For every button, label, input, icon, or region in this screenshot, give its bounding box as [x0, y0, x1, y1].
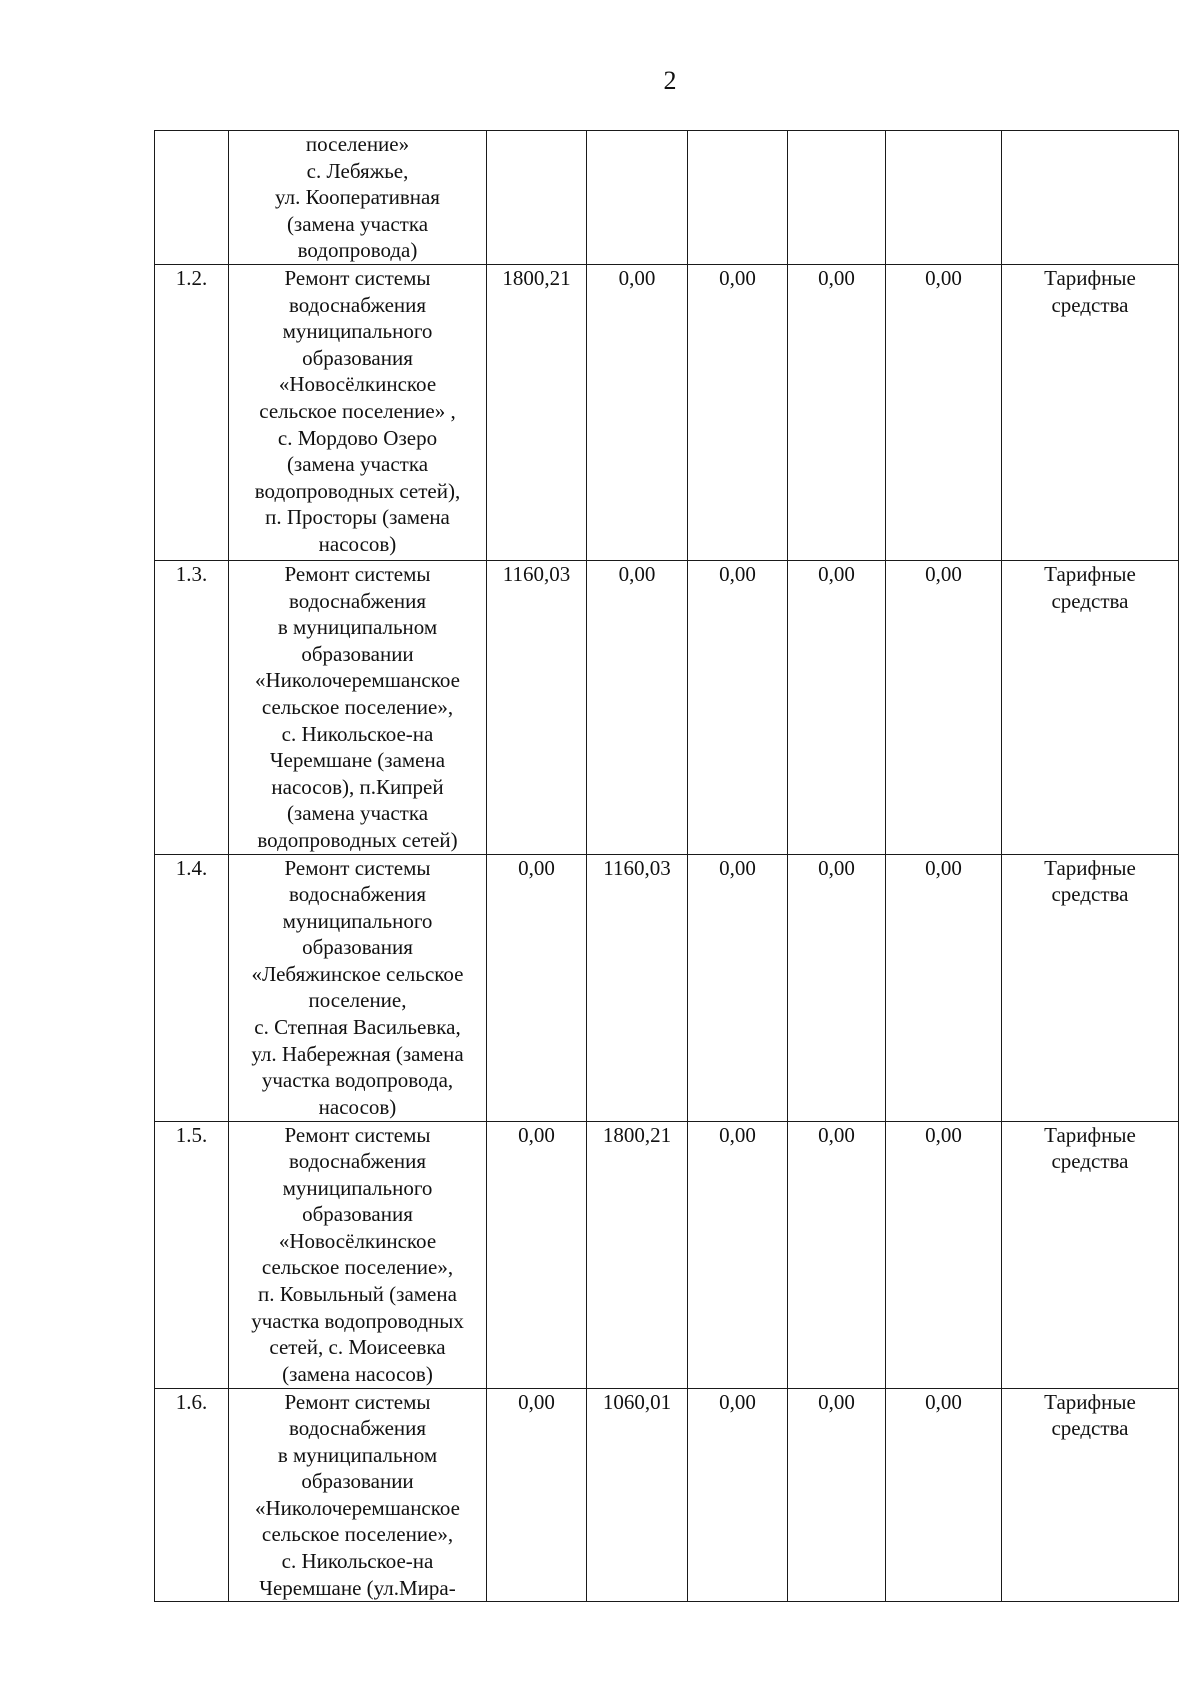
row-number: 1.4. — [155, 854, 229, 1121]
row-description: Ремонт системы водоснабжения муниципального образования «Лебяжинское сельское поселение, с. Степная Васильевка, ул. Набережная (замена участка водопровода, насосов) — [229, 854, 487, 1121]
row-value-1: 0,00 — [487, 1121, 587, 1388]
row-value-1: 0,00 — [487, 1388, 587, 1602]
row-value-2: 1160,03 — [587, 854, 688, 1121]
row-value-4: 0,00 — [788, 1121, 886, 1388]
table-row — [155, 264, 1179, 560]
row-value-4: 0,00 — [788, 854, 886, 1121]
row-number: 1.6. — [155, 1388, 229, 1602]
row-value-5: 0,00 — [886, 854, 1002, 1121]
page-number: 2 — [663, 66, 677, 95]
row-value-4 — [788, 131, 886, 265]
row-value-5: 0,00 — [886, 1388, 1002, 1602]
row-value-5: 0,00 — [886, 264, 1002, 560]
row-description: Ремонт системы водоснабжения муниципального образования «Новосёлкинское сельское поселение», п. Ковыльный (замена участка водопроводных сетей, с. Моисеевка (замена насосов) — [229, 1121, 487, 1388]
row-number — [155, 131, 229, 265]
row-description: Ремонт системы водоснабжения в муниципальном образовании «Николочеремшанское сельское поселение», с. Никольское-на Черемшане (замена насосов), п.Кипрей (замена участка водопроводных сетей) — [229, 560, 487, 854]
row-funding-source — [1002, 131, 1179, 265]
row-number: 1.5. — [155, 1121, 229, 1388]
row-value-1: 1800,21 — [487, 264, 587, 560]
row-number: 1.2. — [155, 264, 229, 560]
row-value-2: 0,00 — [587, 264, 688, 560]
row-value-3: 0,00 — [688, 854, 788, 1121]
table-row — [155, 1388, 1179, 1602]
row-description: поселение» с. Лебяжье, ул. Кооперативная (замена участка водопровода) — [229, 131, 487, 265]
row-value-2: 1060,01 — [587, 1388, 688, 1602]
row-value-5: 0,00 — [886, 560, 1002, 854]
table-row — [155, 1121, 1179, 1388]
row-value-2: 0,00 — [587, 560, 688, 854]
row-funding-source: Тарифные средства — [1002, 854, 1179, 1121]
row-value-2: 1800,21 — [587, 1121, 688, 1388]
row-value-3: 0,00 — [688, 264, 788, 560]
row-value-4: 0,00 — [788, 560, 886, 854]
row-value-2 — [587, 131, 688, 265]
row-description: Ремонт системы водоснабжения муниципального образования «Новосёлкинское сельское поселение» , с. Мордово Озеро (замена участка водопроводных сетей), п. Просторы (замена насосов) — [229, 264, 487, 560]
funding-table-body — [155, 131, 1179, 1602]
row-value-3: 0,00 — [688, 1121, 788, 1388]
row-value-4: 0,00 — [788, 1388, 886, 1602]
table-row — [155, 131, 1179, 265]
row-value-5: 0,00 — [886, 1121, 1002, 1388]
row-value-3: 0,00 — [688, 560, 788, 854]
funding-table — [154, 130, 1179, 1602]
row-value-1 — [487, 131, 587, 265]
row-funding-source: Тарифные средства — [1002, 264, 1179, 560]
row-value-4: 0,00 — [788, 264, 886, 560]
row-number: 1.3. — [155, 560, 229, 854]
row-value-1: 1160,03 — [487, 560, 587, 854]
table-row — [155, 854, 1179, 1121]
row-value-3 — [688, 131, 788, 265]
row-funding-source: Тарифные средства — [1002, 1121, 1179, 1388]
table-row — [155, 560, 1179, 854]
row-value-1: 0,00 — [487, 854, 587, 1121]
row-description: Ремонт системы водоснабжения в муниципальном образовании «Николочеремшанское сельское поселение», с. Никольское-на Черемшане (ул.Мира- — [229, 1388, 487, 1602]
row-funding-source: Тарифные средства — [1002, 1388, 1179, 1602]
row-funding-source: Тарифные средства — [1002, 560, 1179, 854]
row-value-3: 0,00 — [688, 1388, 788, 1602]
row-value-5 — [886, 131, 1002, 265]
